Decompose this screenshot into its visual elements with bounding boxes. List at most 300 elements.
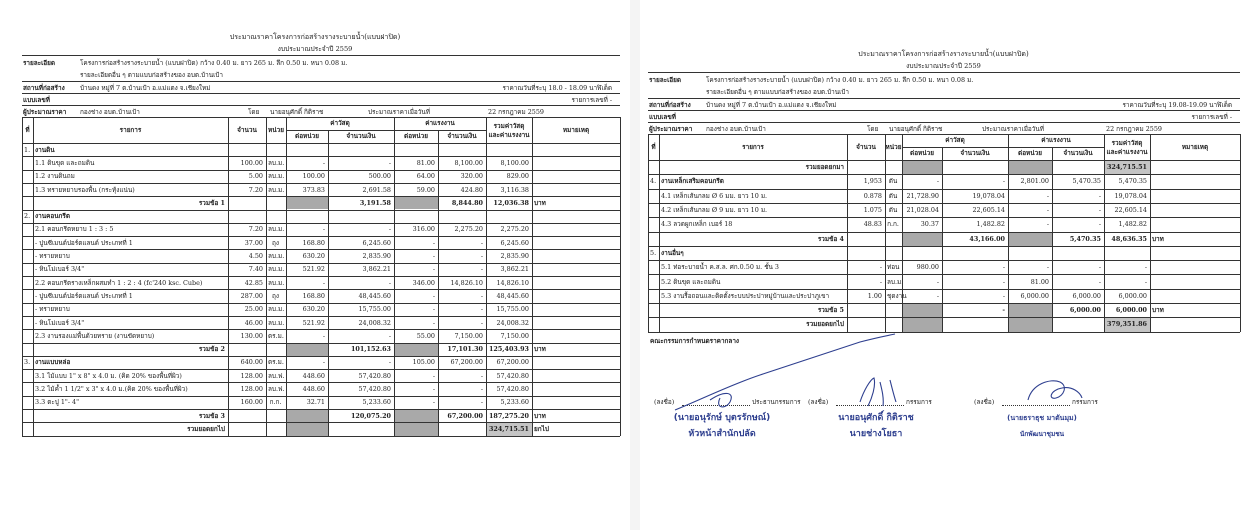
shaded-cell	[287, 423, 328, 435]
cell-la: 67,200.00	[450, 358, 483, 367]
shaded-cell	[395, 410, 438, 422]
column-line	[942, 147, 943, 332]
row-rule	[648, 260, 1240, 261]
header-labor: ค่าแรงงาน	[1041, 136, 1071, 144]
detail-label: รายละเอียด	[23, 59, 56, 67]
table-header-rule	[648, 160, 1240, 161]
committee-label: คณะกรรมการกำหนดราคากลาง	[650, 336, 740, 345]
cell-lu: -	[432, 385, 435, 394]
cell-ma: -	[388, 158, 391, 167]
cell-mu: 448.60	[302, 385, 325, 394]
cell-item: รวมยอดยกไป	[806, 320, 844, 329]
row-rule	[22, 316, 620, 317]
column-line	[1150, 134, 1151, 332]
shaded-cell	[903, 318, 942, 331]
cell-ma: 48,445.60	[358, 291, 391, 300]
cell-item: - ทรายหยาบ	[35, 305, 70, 314]
row-rule	[648, 232, 1240, 233]
cell-unit: ลบ.ม.	[887, 277, 904, 286]
cell-ma: -	[1002, 306, 1005, 315]
cell-item: - ปูนซีเมนต์ปอร์ตแลนด์ ประเภทที่ 1	[35, 238, 133, 247]
column-line	[228, 117, 229, 436]
signature-prefix: (ลงชื่อ)	[974, 398, 995, 406]
row-rule	[22, 356, 620, 357]
row-rule	[648, 274, 1240, 275]
cell-mu: 448.60	[302, 371, 325, 380]
row-rule	[648, 289, 1240, 290]
info-rule	[22, 105, 620, 106]
header-qty: จำนวน	[856, 143, 876, 151]
place-label: สถานที่ก่อสร้าง	[23, 84, 65, 92]
cell-tot: 24,008.32	[496, 318, 529, 327]
row-rule	[648, 189, 1240, 190]
cell-lu: 59.00	[416, 185, 435, 194]
column-line	[620, 117, 621, 436]
cell-lu: 316.00	[412, 225, 435, 234]
by-label: โดย	[867, 125, 879, 133]
cell-qty: 640.00	[240, 358, 263, 367]
table-header-rule	[22, 143, 620, 144]
row-rule	[22, 210, 620, 211]
cell-tot: -	[1144, 277, 1147, 286]
cell-mu: -	[322, 158, 325, 167]
cell-qty: -	[879, 277, 882, 286]
row-rule	[648, 217, 1240, 218]
info-rule	[648, 122, 1240, 123]
header-remark: หมายเหตุ	[1181, 143, 1209, 151]
place-label: สถานที่ก่อสร้าง	[649, 101, 691, 109]
cell-ma: -	[388, 358, 391, 367]
shaded-cell	[287, 410, 328, 422]
cell-tot: 187,275.20	[488, 411, 529, 420]
cell-lu: -	[432, 305, 435, 314]
cell-qty: 48.83	[863, 220, 882, 229]
column-line	[648, 134, 649, 332]
cell-lu: 81.00	[1030, 277, 1049, 286]
page-title: ประมาณราคาโครงการก่อสร้างรางระบายน้ำ(แบบฝาปิด)	[858, 50, 1029, 58]
cell-item: - ทรายหยาบ	[35, 252, 70, 261]
cell-la: 2,275.20	[454, 225, 483, 234]
cell-lu: -	[432, 398, 435, 407]
cell-item: 3.2 ไม้ค้ำ 1 1/2" x 3" x 4.0 ม.(คิด 20% ของพื้นที่ผิว)	[35, 385, 188, 394]
cell-qty: 1.00	[867, 291, 882, 300]
cell-mu: 100.00	[302, 172, 325, 181]
cell-la: -	[480, 318, 483, 327]
cell-tot: 2,835.90	[500, 252, 529, 261]
cell-unit: ลบ.ม.	[268, 265, 285, 274]
column-line	[1240, 134, 1241, 332]
cell-ma: 43,166.00	[969, 234, 1005, 243]
header-material-amount: จำนวนเงิน	[346, 132, 376, 140]
signature-role: ประธานกรรมการ	[752, 398, 801, 406]
cell-item: 5.1 ท่อระบายน้ำ ค.ส.ล. ศก.0.50 ม. ชั้น 3	[661, 263, 780, 272]
page-subtitle: งบประมาณประจำปี 2559	[277, 45, 353, 53]
cell-qty: 7.20	[248, 225, 263, 234]
form-label: แบบเลขที่	[23, 96, 50, 104]
detail-value-2: รายละเอียดอื่น ๆ ตามแบบก่อสร้างของ อบต.บ้านเป้า	[80, 71, 223, 79]
cell-lu: -	[432, 371, 435, 380]
signatory-name: นายอนุศักดิ์ กิติราช	[838, 413, 914, 423]
column-line	[22, 117, 23, 436]
cell-item: รวมข้อ 4	[817, 234, 844, 243]
cell-tot: 6,000.00	[1118, 291, 1147, 300]
cell-mu: 630.20	[302, 252, 325, 261]
cell-la: 6,000.00	[1072, 291, 1101, 300]
cell-lu: 81.00	[416, 158, 435, 167]
cell-unit: ลบ.ฟ.	[268, 385, 285, 394]
cell-ma: -	[1002, 177, 1005, 186]
cell-la: 424.80	[460, 185, 483, 194]
cell-tot: 2,275.20	[500, 225, 529, 234]
cell-item: 1.1 ดินขุด และถมดิน	[35, 158, 95, 167]
cell-qty: 46.00	[244, 318, 263, 327]
row-rule	[22, 303, 620, 304]
cell-tot: 48,636.35	[1111, 234, 1147, 243]
cell-la: -	[1098, 263, 1101, 272]
table-subheader-rule	[902, 147, 1104, 148]
cell-qty: 37.00	[244, 238, 263, 247]
cell-la: 8,844.80	[451, 198, 483, 207]
cell-item: - ปูนซีเมนต์ปอร์ตแลนด์ ประเภทที่ 1	[35, 291, 133, 300]
cell-item: 1.2 งานดินถม	[35, 172, 75, 181]
cell-qty: 42.85	[244, 278, 263, 287]
column-line	[438, 130, 439, 436]
column-line	[486, 117, 487, 436]
row-rule	[22, 156, 620, 157]
cell-ma: 2,835.90	[362, 252, 391, 261]
cell-mu: 32.71	[306, 398, 325, 407]
column-line	[1104, 134, 1105, 332]
signature-role: กรรมการ	[1072, 398, 1098, 406]
cell-unit: ตัน	[888, 206, 898, 215]
cell-qty: 287.00	[240, 291, 263, 300]
cell-item: รวมข้อ 5	[817, 306, 844, 315]
shaded-cell	[1009, 233, 1052, 246]
estimator-label: ผู้ประมาณราคา	[23, 108, 67, 116]
column-line	[1008, 134, 1009, 332]
cell-la: 5,470.35	[1072, 177, 1101, 186]
cell-ma: 500.00	[368, 172, 391, 181]
cell-mu: 521.92	[302, 265, 325, 274]
cell-item: - หินโม่เบอร์ 3/4"	[35, 265, 85, 274]
cell-no: 2.	[24, 212, 31, 221]
column-line	[33, 117, 34, 436]
cell-tot: 19,078.04	[1114, 191, 1147, 200]
cell-ma: -	[388, 278, 391, 287]
title-rule	[22, 55, 620, 56]
row-rule	[22, 329, 620, 330]
cell-tot: 22,605.14	[1114, 206, 1147, 215]
cell-lu: -	[432, 238, 435, 247]
cell-ma: 22,605.14	[972, 206, 1005, 215]
cell-lu: -	[1046, 263, 1049, 272]
header-material-per-unit: ต่อหน่วย	[910, 149, 934, 157]
info-rule	[22, 93, 620, 94]
cell-mu: -	[322, 358, 325, 367]
column-line	[266, 117, 267, 436]
cell-ma: -	[1002, 277, 1005, 286]
cell-item: 5.2 ดินขุด และถมดิน	[661, 277, 721, 286]
cell-ma: 101,152.63	[350, 345, 391, 354]
cell-tot: 8,100.00	[500, 158, 529, 167]
cell-la: 67,200.00	[447, 411, 483, 420]
form-label: แบบเลขที่	[649, 113, 676, 121]
cell-unit: ตัน	[888, 177, 898, 186]
header-total: รวมค่าวัสดุ	[1111, 139, 1143, 147]
cell-ma: 120,075.20	[350, 411, 391, 420]
header-total-2: และค่าแรงงาน	[1106, 148, 1148, 156]
cell-no: 5.	[650, 248, 657, 257]
cell-ma: 24,008.32	[358, 318, 391, 327]
cell-tot: 14,826.10	[496, 278, 529, 287]
cell-mu: 630.20	[302, 305, 325, 314]
row-rule	[22, 369, 620, 370]
cell-tot: 829.00	[506, 172, 529, 181]
row-rule	[648, 246, 1240, 247]
row-rule	[648, 203, 1240, 204]
cell-tot: 57,420.80	[496, 385, 529, 394]
cell-item: รวมยอดยกไป	[187, 424, 225, 433]
cell-lu: 346.00	[412, 278, 435, 287]
cell-unit: ลบ.ม.	[268, 318, 285, 327]
cell-ma: 6,245.60	[362, 238, 391, 247]
cell-ma: 3,862.21	[362, 265, 391, 274]
header-total-2: และค่าแรงงาน	[488, 131, 530, 139]
info-rule	[648, 98, 1240, 99]
cell-unit: ชุดงาน	[887, 291, 907, 300]
cell-unit: ตร.ม.	[268, 358, 284, 367]
signatory-position: นายช่างโยธา	[849, 429, 903, 439]
cell-la: -	[1098, 277, 1101, 286]
cell-item: 1.3 ทรายหยาบรองพื้น (กระทุ้งแน่น)	[35, 185, 135, 194]
date-value: 22 กรกฎาคม 2559	[488, 108, 544, 116]
cell-unit: ท่อน	[887, 263, 900, 272]
cell-la: 5,470.35	[1069, 234, 1101, 243]
shaded-cell	[287, 344, 328, 356]
table-subheader-rule	[286, 130, 486, 131]
table-top-rule	[22, 117, 620, 118]
cell-mu: -	[936, 177, 939, 186]
cell-unit: ลบ.ฟ.	[268, 371, 285, 380]
detail-value: โครงการก่อสร้างรางระบายน้ำ (แบบฝาปิด) กว้าง 0.40 ม. ยาว 265 ม. ลึก 0.50 ม. หนา 0.08 ม.	[80, 59, 348, 67]
header-unit: หน่วย	[268, 126, 284, 134]
column-line	[394, 117, 395, 436]
cell-lu: 55.00	[416, 331, 435, 340]
cell-la: -	[480, 398, 483, 407]
cell-mu: 521.92	[302, 318, 325, 327]
cell-rem: บาท	[534, 411, 546, 420]
header-labor: ค่าแรงงาน	[425, 119, 455, 127]
cell-tot: 324,715.51	[488, 424, 529, 433]
cell-unit: ลบ.ม.	[268, 305, 285, 314]
cell-mu: -	[322, 278, 325, 287]
column-line	[328, 130, 329, 436]
shaded-cell	[395, 344, 438, 356]
header-labor-amount: จำนวนเงิน	[447, 132, 477, 140]
cell-unit: ตร.ม.	[268, 331, 284, 340]
cell-mu: 168.80	[302, 238, 325, 247]
column-line	[902, 134, 903, 332]
cell-ma: -	[388, 225, 391, 234]
detail-label: รายละเอียด	[649, 76, 682, 84]
cell-la: 6,000.00	[1069, 306, 1101, 315]
cell-la: -	[480, 371, 483, 380]
cell-unit: ถุง	[272, 238, 279, 247]
cell-rem: บาท	[1152, 234, 1164, 243]
cell-unit: ตัน	[888, 191, 898, 200]
cell-item: รวมยอดยกมา	[805, 163, 844, 172]
cell-tot: 7,150.00	[500, 331, 529, 340]
signature-scribble-3	[1020, 372, 1090, 412]
estimator-label: ผู้ประมาณราคา	[649, 125, 693, 133]
cell-item: รวมข้อ 3	[198, 411, 225, 420]
page-subtitle: งบประมาณประจำปี 2559	[906, 62, 981, 70]
header-labor-per-unit: ต่อหน่วย	[1018, 149, 1042, 157]
column-line	[885, 134, 886, 332]
shaded-cell	[903, 161, 942, 174]
form-number: รายการเลขที่ -	[571, 96, 612, 104]
date-label: ประมาณราคาเมื่อวันที่	[982, 125, 1044, 133]
by-value: นายอนุศักดิ์ กิติราช	[889, 125, 943, 133]
cell-no: 1.	[24, 145, 31, 154]
cell-item: 4.3 ลวดผูกเหล็ก เบอร์ 18	[661, 220, 733, 229]
cell-la: -	[480, 238, 483, 247]
date-value: 22 กรกฎาคม 2559	[1106, 125, 1162, 133]
cell-unit: ลบ.ม.	[268, 185, 285, 194]
cell-unit: ลบ.ม.	[268, 172, 285, 181]
cell-unit: ก.ก.	[269, 398, 282, 407]
cell-item: 2.3 งานรองแม่พื้นด้วยทราย (งานขัดหยาบ)	[35, 331, 155, 340]
cell-la: -	[1098, 206, 1101, 215]
signatory-name: (นายธราธุช มาตันมุม)	[1007, 414, 1077, 422]
header-total: รวมค่าวัสดุ	[493, 122, 525, 130]
row-rule	[22, 263, 620, 264]
cell-qty: 5.00	[248, 172, 263, 181]
cell-ma: 1,482.82	[976, 220, 1005, 229]
column-line	[286, 117, 287, 436]
cell-unit: ถุง	[272, 291, 279, 300]
page-fold	[630, 0, 640, 530]
cell-tot: 6,000.00	[1115, 306, 1147, 315]
cell-lu: -	[1046, 191, 1049, 200]
cell-qty: 7.40	[248, 265, 263, 274]
cell-mu: -	[322, 331, 325, 340]
cell-mu: 980.00	[916, 263, 939, 272]
column-line	[847, 134, 848, 332]
cell-tot: 5,470.35	[1118, 177, 1147, 186]
cell-qty: 0.878	[863, 191, 882, 200]
cell-mu: 373.83	[302, 185, 325, 194]
cell-lu: -	[432, 265, 435, 274]
cell-ma: -	[1002, 263, 1005, 272]
cell-ma: 2,691.58	[362, 185, 391, 194]
cell-item: 5.3 งานรื้อถอนและติดตั้งระบบประปาหมู่บ้านและประปาภูเขา	[661, 291, 830, 300]
title-rule	[648, 72, 1240, 73]
cell-qty: 160.00	[240, 398, 263, 407]
cell-rem: ยกไป	[534, 424, 549, 433]
column-line	[532, 117, 533, 436]
column-line	[1052, 147, 1053, 332]
place-value: บ้านดง หมู่ที่ 7 ต.บ้านเป้า อ.แม่แตง จ.เชียงใหม่	[80, 84, 211, 92]
cell-unit: ก.ก.	[887, 220, 899, 229]
cell-tot: 1,482.82	[1118, 220, 1147, 229]
cell-la: 14,826.10	[450, 278, 483, 287]
cell-la: 8,100.00	[454, 158, 483, 167]
cell-tot: 48,445.60	[496, 291, 529, 300]
cell-lu: -	[432, 291, 435, 300]
by-value: นายอนุศักดิ์ กิติราช	[270, 108, 324, 116]
info-rule	[648, 110, 1240, 111]
cell-ma: 5,233.60	[362, 398, 391, 407]
cell-qty: 128.00	[240, 385, 263, 394]
cell-ma: 57,420.80	[358, 385, 391, 394]
cell-lu: -	[432, 318, 435, 327]
header-material: ค่าวัสดุ	[330, 119, 350, 127]
header-no: ที่	[25, 126, 30, 134]
cell-mu: 168.80	[302, 291, 325, 300]
cell-mu: 21,028.04	[906, 206, 939, 215]
cell-la: -	[480, 385, 483, 394]
form-number: รายการเลขที่ -	[1191, 113, 1232, 121]
signature-prefix: (ลงชื่อ)	[654, 398, 675, 406]
cell-rem: บาท	[534, 198, 546, 207]
cell-la: -	[480, 265, 483, 274]
cell-lu: 64.00	[416, 172, 435, 181]
cell-item: 3.3 ตะปู 1"- 4"	[35, 398, 80, 407]
shaded-cell	[395, 197, 438, 209]
cell-tot: 5,233.60	[500, 398, 529, 407]
signature-role: กรรมการ	[906, 398, 932, 406]
cell-ma: 57,420.80	[358, 371, 391, 380]
cell-ma: 3,191.58	[359, 198, 391, 207]
cell-tot: 324,715.51	[1106, 163, 1147, 172]
cell-rem: บาท	[534, 345, 546, 354]
column-line	[659, 134, 660, 332]
cell-lu: -	[1046, 206, 1049, 215]
cell-lu: -	[1046, 220, 1049, 229]
cell-la: -	[480, 305, 483, 314]
cell-tot: -	[1144, 263, 1147, 272]
cell-tot: 6,245.60	[500, 238, 529, 247]
cell-lu: 2,801.00	[1020, 177, 1049, 186]
cell-ma: -	[388, 331, 391, 340]
cell-qty: 130.00	[240, 331, 263, 340]
header-material-amount: จำนวนเงิน	[960, 149, 990, 157]
detail-value: โครงการก่อสร้างรางระบายน้ำ (แบบฝาปิด) กว้าง 0.40 ม. ยาว 265 ม. ลึก 0.50 ม. หนา 0.08 ม.	[706, 76, 974, 84]
shaded-cell	[903, 304, 942, 317]
cell-item: 4.2 เหล็กเส้นกลม Ø 9 มม. ยาว 10 ม.	[661, 206, 768, 215]
shaded-cell	[1009, 161, 1052, 174]
cell-unit: ลบ.ม.	[268, 252, 285, 261]
row-rule	[22, 249, 620, 250]
cell-la: -	[1098, 220, 1101, 229]
page-title: ประมาณราคาโครงการก่อสร้างรางระบายน้ำ(แบบฝาปิด)	[229, 33, 401, 41]
cell-mu: -	[936, 291, 939, 300]
cell-tot: 3,862.21	[500, 265, 529, 274]
signature-scribble-2	[850, 372, 910, 412]
cell-item: งานเหล็กเสริมคอนกรีต	[661, 177, 724, 186]
cell-tot: 15,755.00	[496, 305, 529, 314]
header-item: รายการ	[119, 126, 142, 134]
cell-ma: 15,755.00	[358, 305, 391, 314]
row-rule	[648, 303, 1240, 304]
cell-no: 4.	[650, 177, 657, 186]
shaded-cell	[1009, 304, 1052, 317]
place-value: บ้านดง หมู่ที่ 7 ต.บ้านเป้า อ.แม่แตง จ.เชียงใหม่	[706, 101, 837, 109]
row-rule	[22, 276, 620, 277]
header-item: รายการ	[742, 143, 764, 151]
cell-tot: 12,036.38	[493, 198, 529, 207]
